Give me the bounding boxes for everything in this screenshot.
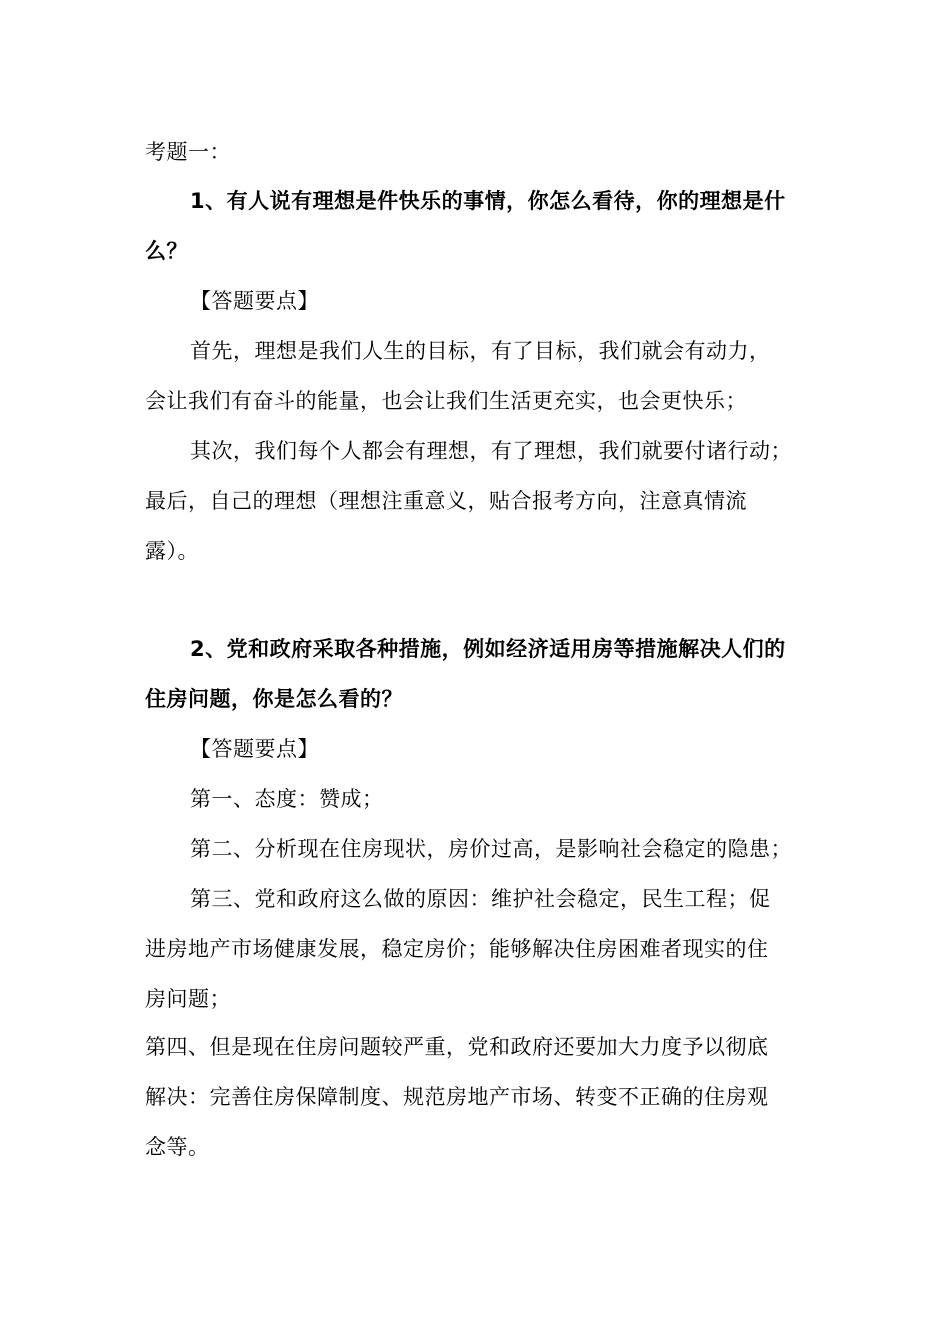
q2-paragraph-3-line-2: 进房地产市场健康发展，稳定房价；能够解决住房困难者现实的住 xyxy=(145,937,769,961)
q2-paragraph-4-line-2: 解决：完善住房保障制度、规范房地产市场、转变不正确的住房观 xyxy=(145,1085,769,1109)
q1-paragraph-3-line-1: 最后，自己的理想（理想注重意义，贴合报考方向，注意真情流 xyxy=(145,489,747,513)
q2-paragraph-2-line-1: 第二、分析现在住房现状，房价过高，是影响社会稳定的隐患； xyxy=(190,837,792,861)
q2-paragraph-3-line-1: 第三、党和政府这么做的原因：维护社会稳定，民生工程；促 xyxy=(190,887,771,911)
q1-paragraph-1-line-1: 首先，理想是我们人生的目标，有了目标，我们就会有动力， xyxy=(190,339,771,363)
q2-paragraph-4-line-1: 第四、但是现在住房问题较严重，党和政府还要加大力度予以彻底 xyxy=(145,1035,769,1059)
q2-paragraph-4-line-3: 念等。 xyxy=(145,1135,210,1159)
q2-title-line-1: 2、党和政府采取各种措施，例如经济适用房等措施解决人们的 xyxy=(190,637,786,661)
q1-paragraph-1-line-2: 会让我们有奋斗的能量，也会让我们生活更充实，也会更快乐； xyxy=(145,389,747,413)
q1-paragraph-2-line-1: 其次，我们每个人都会有理想，有了理想，我们就要付诸行动； xyxy=(190,439,792,463)
q1-title-line-1: 1、有人说有理想是件快乐的事情，你怎么看待，你的理想是什 xyxy=(190,189,786,213)
q2-points-label: 【答题要点】 xyxy=(190,737,319,761)
q2-paragraph-1-line-1: 第一、态度：赞成； xyxy=(190,787,384,811)
q1-points-label: 【答题要点】 xyxy=(190,289,319,313)
q2-paragraph-3-line-3: 房问题； xyxy=(145,987,231,1011)
q1-title-line-2: 么？ xyxy=(145,239,188,263)
q2-title-line-2: 住房问题，你是怎么看的？ xyxy=(145,687,403,711)
q1-paragraph-3-line-2: 露）。 xyxy=(145,539,199,563)
document-heading: 考题一： xyxy=(145,140,231,164)
